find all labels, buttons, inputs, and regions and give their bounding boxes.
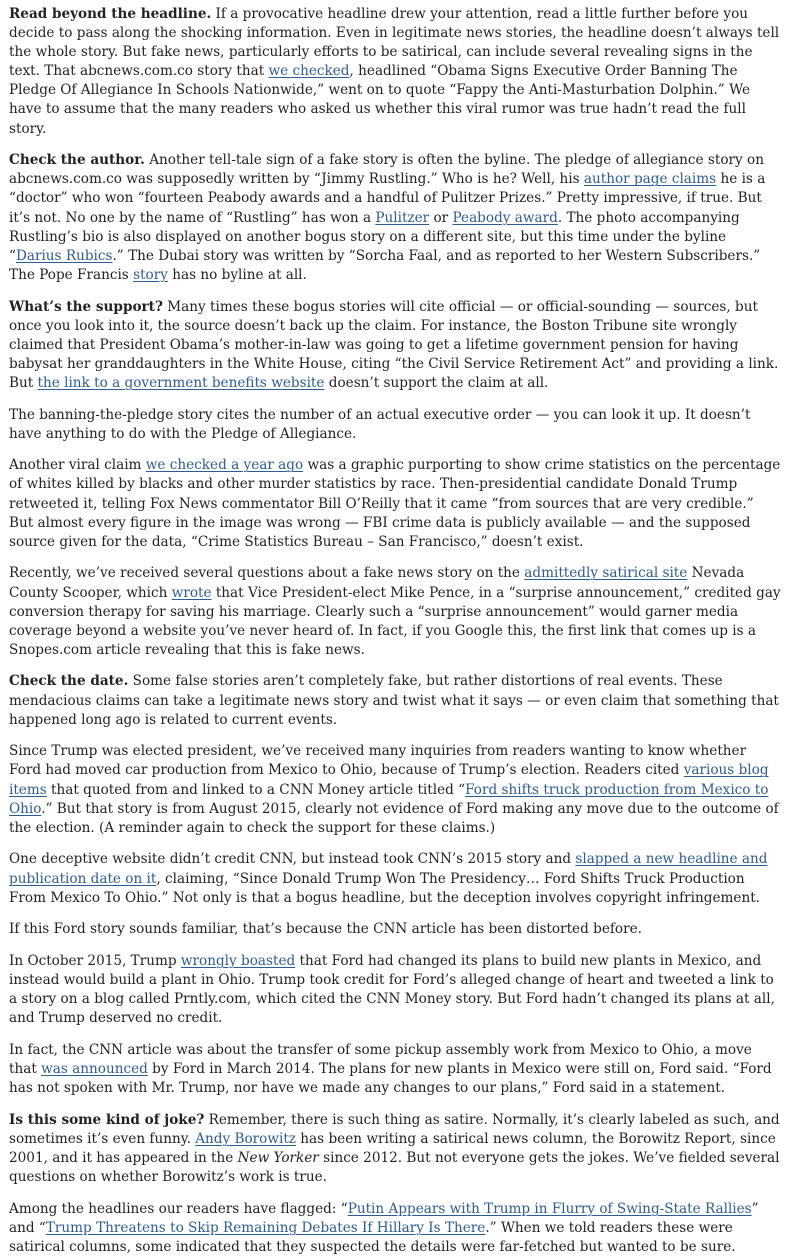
pulitzer-link[interactable]: Pulitzer — [375, 209, 430, 226]
wrote-link[interactable]: wrote — [171, 584, 212, 601]
paragraph-nevada-county-scooper — [9, 564, 782, 659]
paragraph-text: In fact, the CNN article was about the transfer of some pickup assembly work from Mexico to Ohio, a move that — [9, 1041, 752, 1078]
paragraph-text: by Ford in March 2014. The plans for new plants in Mexico were still on, Ford said. “Ford has not spoken with Mr. Trump, nor have we made any changes to our plans,” Ford said in a statement. — [9, 1061, 772, 1097]
paragraph-check-author — [9, 151, 782, 285]
paragraph-text: If a provocative headline drew your attention, read a little further before you decide to pass along the shocking information. Even in legitimate news stories, the headline doesn’t always tell the whole story. But fake news, particularly efforts to be satirical, can include several revealing signs in the text. That abcnews.com.co story that — [9, 6, 780, 80]
peabody-award-link[interactable]: Peabody award — [452, 209, 558, 226]
paragraph-whats-the-support — [9, 298, 782, 393]
government-benefits-link[interactable]: the link to a government benefits website — [37, 374, 325, 391]
various-blog-items-link[interactable]: various blog items — [9, 762, 769, 798]
paragraph-text: , headlined “Obama Signs Executive Order Banning The Pledge Of Allegiance In Schools Nationwide,” went on to quote “Fappy the Anti-Masturbation Dolphin.” We have to assume that the many readers who asked us whether this viral rumor was true hadn’t read the full story. — [9, 63, 750, 137]
paragraph-text: doesn’t support the claim at all. — [324, 374, 549, 391]
section-heading: Read beyond the headline. — [9, 6, 212, 22]
andy-borowitz-link[interactable]: Andy Borowitz — [195, 1130, 296, 1147]
paragraph-text: has no byline at all. — [167, 266, 307, 283]
section-heading: What’s the support? — [9, 298, 163, 315]
paragraph-is-this-a-joke — [9, 1111, 782, 1187]
paragraph-text: If this Ford story sounds familiar, that’s because the CNN article has been distorted before. — [9, 921, 642, 938]
paragraph-read-beyond-headline — [9, 5, 782, 139]
ford-shifts-truck-production-link[interactable]: Ford shifts truck production from Mexico to Ohio — [9, 781, 769, 817]
we-checked-link[interactable]: we checked — [268, 63, 350, 80]
paragraph-text: Since Trump was elected president, we’ve received many inquiries from readers wanting to know whether Ford had moved car production from Mexico to Ohio, because of Trump’s election. Readers cited — [9, 743, 747, 779]
paragraph-text: .” When we told readers these were satirical columns, some indicated that they suspected the details were far-fetched but wanted to be sure. — [9, 1219, 736, 1255]
paragraph-text: since 2012. But not everyone gets the jokes. We’ve fielded several questions on whether Borowitz’s work is true. — [9, 1150, 780, 1186]
admittedly-satirical-site-link[interactable]: admittedly satirical site — [524, 565, 688, 582]
paragraph-text: , claiming, “Since Donald Trump Won The Presidency… Ford Shifts Truck Production From Mexico To Ohio.” Not only is that a bogus headline, but the deception involves copyright infringement. — [9, 870, 760, 906]
paragraph-cnn-article-fact — [9, 1041, 782, 1098]
paragraph-ford-inquiries — [9, 742, 782, 837]
paragraph-text: Recently, we’ve received several questions about a fake news story on the — [9, 565, 525, 582]
paragraph-text: that quoted from and linked to a CNN Money article titled “ — [46, 781, 466, 798]
paragraph-text: One deceptive website didn’t credit CNN, but instead took CNN’s 2015 story and — [9, 851, 576, 868]
paragraph-deceptive-website — [9, 850, 782, 907]
paragraph-text: Nevada County Scooper, which — [9, 565, 745, 601]
was-announced-link[interactable]: was announced — [41, 1061, 148, 1078]
putin-appears-with-trump-link[interactable]: Putin Appears with Trump in Flurry of Swing-State Rallies — [347, 1200, 752, 1217]
paragraph-text: that Ford had changed its plans to build new plants in Mexico, and instead would build a plant in Ohio. Trump took credit for Ford’s alleged change of heart and tweeted a link to a story on a blog called Prntly.com, which cited the CNN Money story. But Ford hadn’t changed its plans at all, and Trump deserved no credit. — [9, 952, 775, 1027]
trump-threatens-skip-debates-link[interactable]: Trump Threatens to Skip Remaining Debates If Hillary Is There — [45, 1219, 486, 1236]
section-heading: Check the author. — [9, 152, 145, 169]
paragraph-text: Remember, there is such thing as satire. Normally, it’s clearly labeled as such, and sometimes it’s even funny. — [9, 1111, 780, 1147]
wrongly-boasted-link[interactable]: wrongly boasted — [180, 952, 296, 969]
paragraph-flagged-headlines — [9, 1200, 782, 1257]
paragraph-ford-story-familiar — [9, 920, 782, 939]
slapped-new-headline-link[interactable]: slapped a new headline and publication date on it — [9, 851, 768, 887]
paragraph-check-the-date — [9, 672, 782, 729]
paragraph-text: Among the headlines our readers have flagged: “ — [9, 1200, 348, 1217]
author-page-claims-link[interactable]: author page claims — [583, 171, 717, 188]
paragraph-text: was a graphic purporting to show crime statistics on the percentage of whites killed by blacks and other murder statistics by race. Then-presidential candidate Donald Trump retweeted it, telling Fox News commentator Bill O’Reilly that it came “from sources that are very credible.” But almost every figure in the image was wrong — FBI crime data is publicly available — and the supposed source given for the data, “Crime Statistics Bureau – San Francisco,” doesn’t exist. — [9, 457, 781, 550]
darius-rubics-link[interactable]: Darius Rubics — [15, 247, 113, 264]
paragraph-trump-boasted — [9, 952, 782, 1028]
paragraph-text: that Vice President-elect Mike Pence, in a “surprise announcement,” credited gay conversion therapy for saving his marriage. Clearly such a “surprise announcement” would garner media coverage beyond a website you’ve never heard of. In fact, if you Google this, the first link that comes up is a Snopes.com article revealing that this is fake news. — [9, 584, 781, 658]
pope-francis-story-link[interactable]: story — [133, 266, 168, 283]
paragraph-text: .” The Dubai story was written by “Sorcha Faal, and as reported to her Western Subscribers.” The Pope Francis — [9, 247, 761, 283]
paragraph-text: or — [429, 209, 453, 226]
paragraph-text: he is a “doctor” who won “fourteen Peabody awards and a handful of Pulitzer Prizes.” Pretty impressive, if true. But it’s not. No one by the name of “Rustling” has won a — [9, 171, 766, 226]
paragraph-text: Another viral claim — [9, 457, 146, 474]
paragraph-text: ” and “ — [9, 1200, 759, 1236]
paragraph-text: . The photo accompanying Rustling’s bio is also displayed on another bogus story on a different site, but this time under the byline “ — [9, 209, 740, 264]
paragraph-text: In October 2015, Trump — [9, 952, 181, 969]
paragraph-text: Another tell-tale sign of a fake story is often the byline. The pledge of allegiance story on abcnews.com.co was supposedly written by “Jimmy Rustling.” Who is he? Well, his — [9, 152, 764, 188]
paragraph-viral-claim — [9, 456, 782, 551]
checked-a-year-ago-link[interactable]: we checked a year ago — [145, 457, 304, 474]
section-heading: Check the date. — [9, 673, 129, 690]
paragraph-banning-pledge — [9, 406, 782, 444]
paragraph-text: Many times these bogus stories will cite official — or official-sounding — sources, but once you look into it, the source doesn’t back up the claim. For instance, the Boston Tribune site wrongly claimed that President Obama’s mother-in-law was going to get a lifetime government pension for having babysat her granddaughters in the White House, citing “the Civil Service Retirement Act” and providing a link. But — [9, 298, 779, 391]
publication-name: New Yorker — [237, 1150, 319, 1166]
section-heading: Is this some kind of joke? — [9, 1111, 205, 1128]
paragraph-text: .” But that story is from August 2015, clearly not evidence of Ford making any move due to the outcome of the election. (A reminder again to check the support for these claims.) — [9, 800, 779, 836]
paragraph-text: has been writing a satirical news column, the Borowitz Report, since 2001, and it has appeared in the — [9, 1130, 776, 1166]
paragraph-text: Some false stories aren’t completely fake, but rather distortions of real events. These mendacious claims can take a legitimate news story and twist what it says — or even claim that something that happened long ago is related to current events. — [9, 673, 779, 728]
paragraph-text: The banning-the-pledge story cites the number of an actual executive order — you can look it up. It doesn’t have anything to do with the Pledge of Allegiance. — [9, 406, 751, 442]
